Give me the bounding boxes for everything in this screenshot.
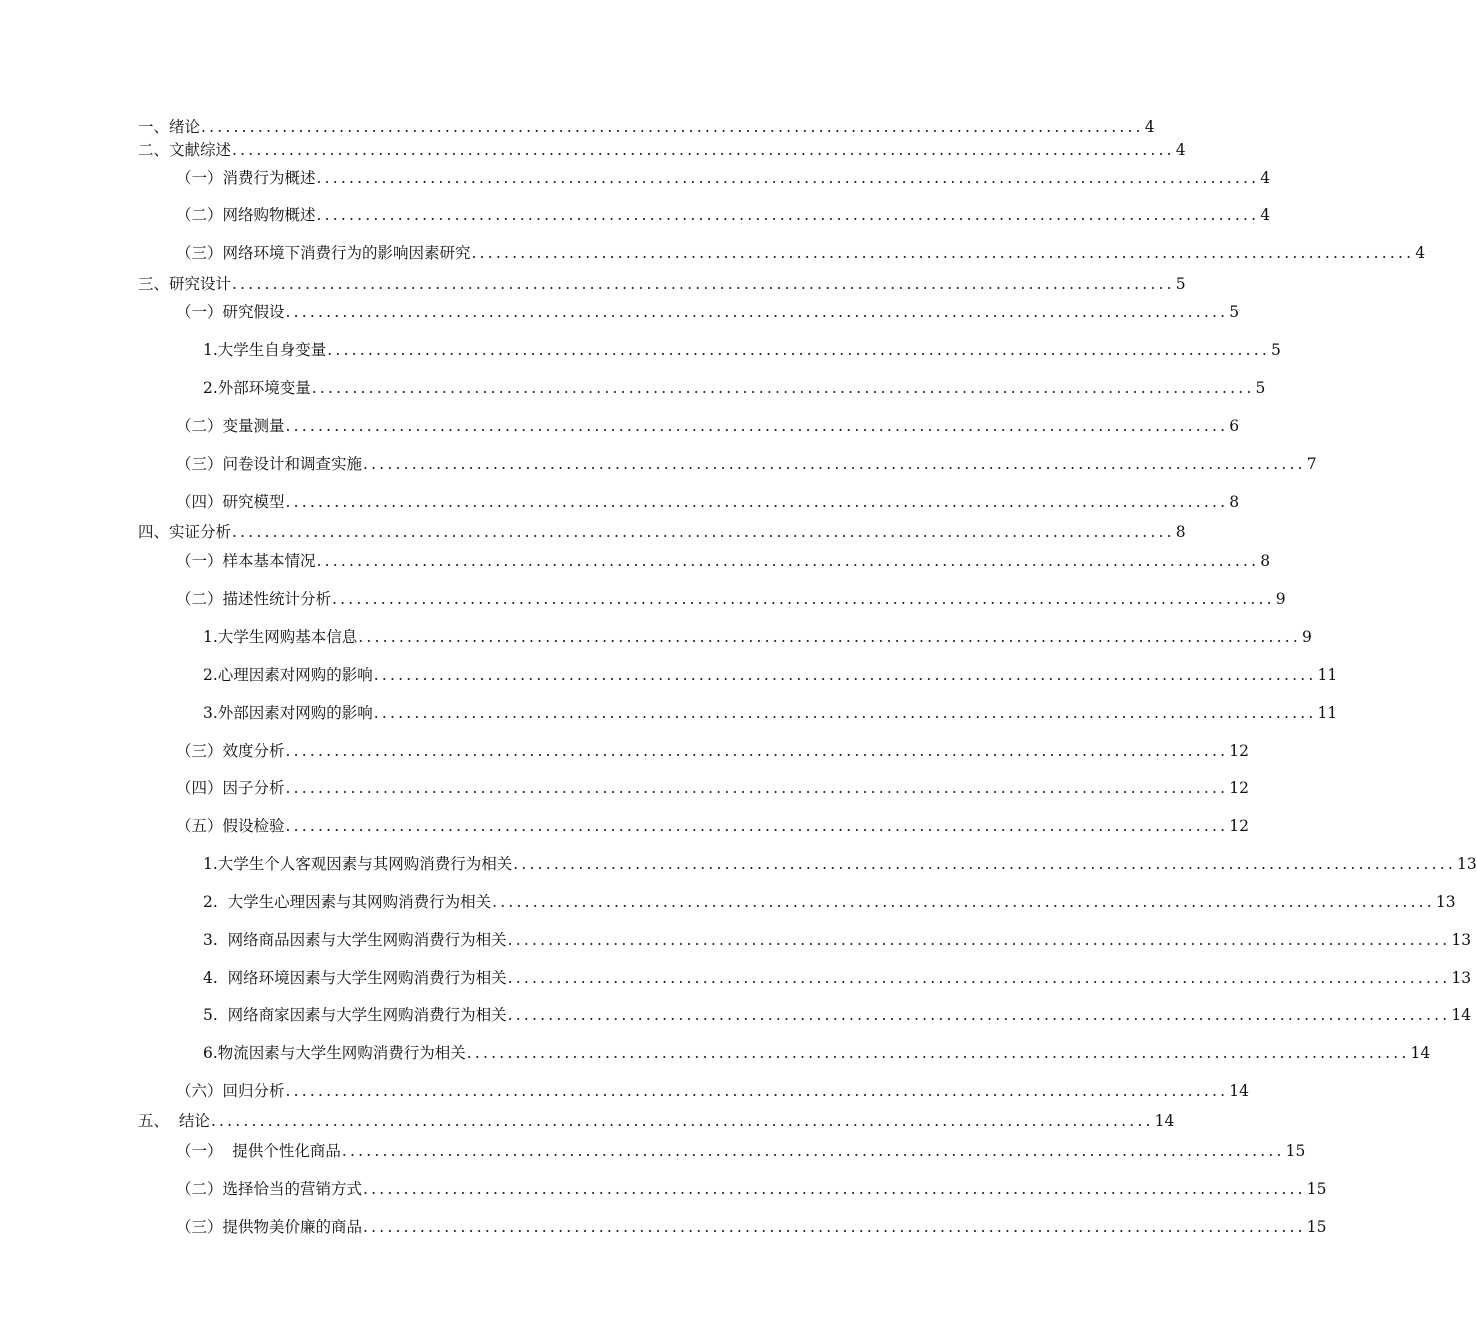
toc-entry[interactable] xyxy=(0,587,1286,611)
toc-entry-page: 14 xyxy=(1154,1112,1175,1130)
toc-leader-dots: .................................................................................................................... xyxy=(373,704,1317,722)
toc-entry-title: （一）研究假设 xyxy=(176,303,285,321)
toc-leader-dots: .................................................................................................................... xyxy=(311,379,1255,397)
toc-entry-title: （三）问卷设计和调查实施 xyxy=(176,455,363,473)
toc-entry[interactable] xyxy=(0,1215,1327,1239)
toc-leader-dots: .................................................................................................................... xyxy=(316,169,1260,187)
toc-leader-dots: .................................................................................................................... xyxy=(341,1142,1285,1160)
toc-entry-page: 15 xyxy=(1285,1142,1306,1160)
toc-entry-page: 15 xyxy=(1306,1218,1327,1236)
toc-entry[interactable] xyxy=(0,890,1456,914)
toc-entry-title: 2. 大学生心理因素与其网购消费行为相关 xyxy=(203,893,492,911)
toc-leader-dots: .................................................................................................................... xyxy=(363,1180,1306,1198)
toc-entry-page: 6 xyxy=(1229,417,1240,435)
toc-entry[interactable] xyxy=(0,739,1249,763)
toc-entry-page: 14 xyxy=(1229,1082,1249,1100)
toc-entry-page: 15 xyxy=(1306,1180,1327,1198)
toc-leader-dots: .................................................................................................................... xyxy=(232,141,1175,159)
toc-entry-title: 3. 网络商品因素与大学生网购消费行为相关 xyxy=(203,931,507,949)
toc-entry[interactable] xyxy=(0,814,1249,838)
toc-entry[interactable] xyxy=(0,776,1249,800)
toc-leader-dots: .................................................................................................................... xyxy=(513,855,1457,873)
toc-entry[interactable] xyxy=(0,490,1240,514)
toc-entry[interactable] xyxy=(0,1177,1327,1201)
toc-entry[interactable] xyxy=(0,966,1472,990)
toc-entry-page: 13 xyxy=(1457,855,1477,873)
toc-leader-dots: .................................................................................................................... xyxy=(332,590,1275,608)
toc-entry-page: 12 xyxy=(1229,742,1249,760)
toc-entry-page: 5 xyxy=(1229,303,1240,321)
toc-entry[interactable] xyxy=(0,1139,1306,1163)
toc-entry[interactable] xyxy=(0,1109,1175,1133)
toc-leader-dots: .................................................................................................................... xyxy=(285,493,1229,511)
toc-leader-dots: .................................................................................................................... xyxy=(316,552,1260,570)
toc-entry-title: 四、实证分析 xyxy=(138,523,232,541)
toc-entry-page: 12 xyxy=(1229,817,1249,835)
toc-entry-page: 8 xyxy=(1175,523,1186,541)
toc-entry-title: 3.外部因素对网购的影响 xyxy=(203,704,373,722)
toc-entry-title: 1.大学生网购基本信息 xyxy=(203,628,358,646)
toc-entry-page: 4 xyxy=(1260,206,1271,224)
toc-entry-page: 11 xyxy=(1317,704,1338,722)
toc-entry-title: （二）变量测量 xyxy=(176,417,285,435)
toc-leader-dots: .................................................................................................................... xyxy=(285,779,1229,797)
toc-entry-title: 1.大学生个人客观因素与其网购消费行为相关 xyxy=(203,855,513,873)
toc-entry[interactable] xyxy=(0,852,1477,876)
toc-entry-title: 6.物流因素与大学生网购消费行为相关 xyxy=(203,1044,466,1062)
toc-leader-dots: .................................................................................................................... xyxy=(492,893,1435,911)
toc-entry[interactable] xyxy=(0,138,1186,162)
toc-entry-title: （六）回归分析 xyxy=(176,1082,285,1100)
toc-entry[interactable] xyxy=(0,272,1186,296)
toc-entry-page: 5 xyxy=(1271,341,1281,359)
toc-entry-title: 1.大学生自身变量 xyxy=(203,341,327,359)
toc-entry-page: 13 xyxy=(1451,969,1472,987)
toc-entry-title: （一）消费行为概述 xyxy=(176,169,316,187)
toc-entry-title: 5. 网络商家因素与大学生网购消费行为相关 xyxy=(203,1006,507,1024)
toc-leader-dots: .................................................................................................................... xyxy=(201,118,1144,136)
toc-entry-page: 12 xyxy=(1229,779,1249,797)
toc-entry[interactable] xyxy=(0,1041,1431,1065)
toc-entry[interactable] xyxy=(0,1003,1472,1027)
toc-leader-dots: .................................................................................................................... xyxy=(285,817,1229,835)
toc-entry-title: （二）网络购物概述 xyxy=(176,206,316,224)
toc-entry[interactable] xyxy=(0,300,1240,324)
toc-leader-dots: .................................................................................................................... xyxy=(507,931,1451,949)
toc-leader-dots: .................................................................................................................... xyxy=(363,1218,1306,1236)
toc-entry-title: （二）描述性统计分析 xyxy=(176,590,332,608)
toc-entry-page: 13 xyxy=(1435,893,1456,911)
toc-entry-page: 4 xyxy=(1144,118,1155,136)
toc-entry[interactable] xyxy=(0,376,1266,400)
toc-entry[interactable] xyxy=(0,452,1317,476)
toc-entry[interactable] xyxy=(0,1079,1249,1103)
toc-entry-title: （四）因子分析 xyxy=(176,779,285,797)
toc-entry-title: 三、研究设计 xyxy=(138,275,232,293)
toc-leader-dots: .................................................................................................................... xyxy=(285,742,1229,760)
toc-entry-page: 14 xyxy=(1410,1044,1431,1062)
toc-leader-dots: .................................................................................................................... xyxy=(285,417,1229,435)
toc-entry-title: （一）样本基本情况 xyxy=(176,552,316,570)
toc-leader-dots: .................................................................................................................... xyxy=(363,455,1306,473)
toc-entry-page: 13 xyxy=(1451,931,1472,949)
toc-leader-dots: .................................................................................................................... xyxy=(316,206,1260,224)
toc-leader-dots: .................................................................................................................... xyxy=(285,1082,1229,1100)
toc-entry-page: 8 xyxy=(1260,552,1271,570)
toc-entry-page: 9 xyxy=(1275,590,1286,608)
toc-leader-dots: .................................................................................................................... xyxy=(471,244,1415,262)
toc-entry[interactable] xyxy=(0,414,1240,438)
toc-entry[interactable] xyxy=(0,115,1155,139)
toc-entry-page: 4 xyxy=(1415,244,1426,262)
toc-leader-dots: .................................................................................................................... xyxy=(232,275,1175,293)
toc-entry[interactable] xyxy=(0,701,1338,725)
toc-entry-page: 11 xyxy=(1317,666,1338,684)
toc-entry-page: 4 xyxy=(1175,141,1186,159)
toc-entry-title: 2.外部环境变量 xyxy=(203,379,311,397)
toc-entry[interactable] xyxy=(0,663,1338,687)
toc-entry-title: 一、绪论 xyxy=(138,118,201,136)
toc-entry-title: （三）效度分析 xyxy=(176,742,285,760)
toc-entry-page: 8 xyxy=(1229,493,1240,511)
toc-entry-title: 二、文献综述 xyxy=(138,141,232,159)
toc-entry[interactable] xyxy=(0,241,1426,265)
toc-entry-page: 9 xyxy=(1302,628,1312,646)
toc-entry-page: 14 xyxy=(1451,1006,1472,1024)
toc-entry[interactable] xyxy=(0,928,1472,952)
toc-entry-page: 7 xyxy=(1306,455,1317,473)
toc-leader-dots: .................................................................................................................... xyxy=(232,523,1175,541)
toc-entry[interactable] xyxy=(0,520,1186,544)
toc-entry[interactable] xyxy=(0,625,1312,649)
toc-entry-title: （一） 提供个性化商品 xyxy=(176,1142,341,1160)
toc-entry[interactable] xyxy=(0,166,1271,190)
toc-leader-dots: .................................................................................................................... xyxy=(358,628,1302,646)
toc-entry-title: （三）提供物美价廉的商品 xyxy=(176,1218,363,1236)
toc-leader-dots: .................................................................................................................... xyxy=(373,666,1317,684)
toc-entry-page: 4 xyxy=(1260,169,1271,187)
toc-entry-title: （二）选择恰当的营销方式 xyxy=(176,1180,363,1198)
toc-entry-title: （四）研究模型 xyxy=(176,493,285,511)
toc-entry[interactable] xyxy=(0,203,1271,227)
toc-entry-title: 4. 网络环境因素与大学生网购消费行为相关 xyxy=(203,969,507,987)
toc-entry-page: 5 xyxy=(1255,379,1266,397)
toc-entry-title: （三）网络环境下消费行为的影响因素研究 xyxy=(176,244,471,262)
toc-entry-title: 2.心理因素对网购的影响 xyxy=(203,666,373,684)
toc-leader-dots: .................................................................................................................... xyxy=(466,1044,1410,1062)
toc-leader-dots: .................................................................................................................... xyxy=(507,969,1451,987)
toc-leader-dots: .................................................................................................................... xyxy=(210,1112,1154,1130)
toc-entry[interactable] xyxy=(0,338,1281,362)
toc-leader-dots: .................................................................................................................... xyxy=(507,1006,1451,1024)
toc-entry[interactable] xyxy=(0,549,1271,573)
toc-leader-dots: .................................................................................................................... xyxy=(285,303,1229,321)
toc-entry-title: 五、 结论 xyxy=(138,1112,210,1130)
toc-leader-dots: .................................................................................................................... xyxy=(327,341,1271,359)
toc-entry-title: （五）假设检验 xyxy=(176,817,285,835)
toc-entry-page: 5 xyxy=(1175,275,1186,293)
